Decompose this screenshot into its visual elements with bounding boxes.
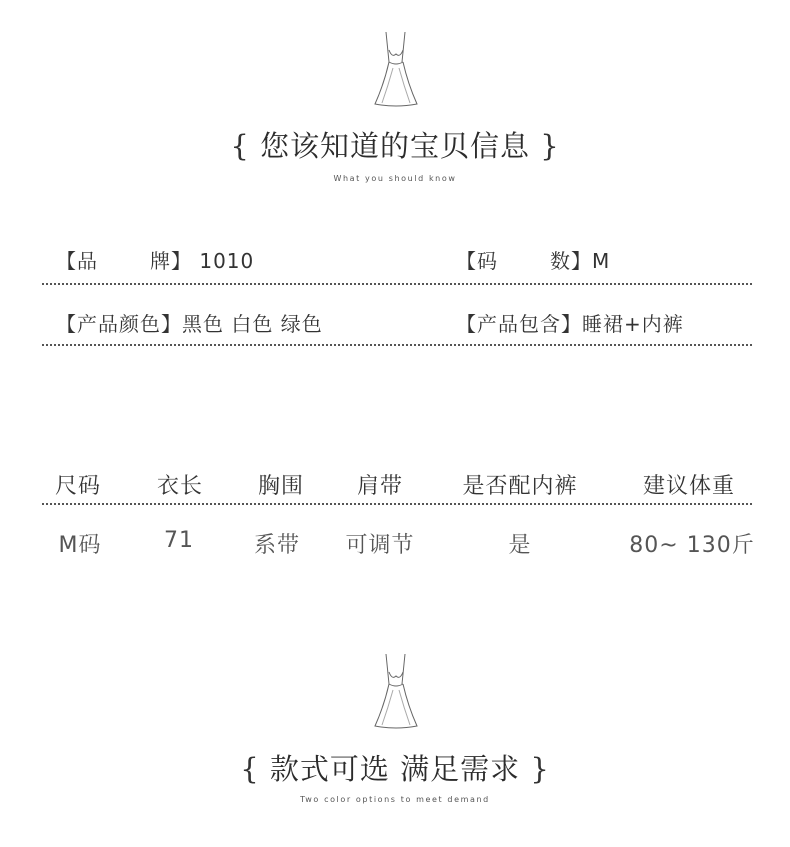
- section-title-text: 您该知道的宝贝信息: [259, 129, 530, 163]
- section-title: [0, 747, 790, 788]
- table-cell: 系带: [253, 533, 301, 558]
- section-title-text: 款式可选 满足需求: [269, 752, 521, 786]
- brand-label-end: 牌】: [150, 249, 192, 273]
- left-brace: {: [230, 129, 250, 163]
- size-label-start: 【码: [456, 249, 498, 273]
- brand-value: 1010: [199, 249, 255, 273]
- size-label-end: 数】: [550, 249, 592, 273]
- contents-info: [456, 308, 684, 337]
- section-title: [0, 124, 790, 165]
- section-subtitle: Two color options to meet demand: [300, 795, 490, 804]
- table-cell: 是: [508, 533, 532, 558]
- dress-icon: [372, 650, 420, 730]
- table-cell: 71: [164, 528, 194, 553]
- color-label: 【产品颜色】: [56, 312, 182, 336]
- table-cell: M码: [58, 533, 102, 558]
- table-divider: [42, 503, 752, 505]
- brand-label-start: 【品: [56, 249, 98, 273]
- table-header-cell: 建议体重: [642, 474, 736, 499]
- table-header-cell: 衣长: [156, 474, 204, 499]
- right-brace: }: [540, 129, 560, 163]
- right-brace: }: [530, 752, 550, 786]
- contents-label: 【产品包含】: [456, 312, 582, 336]
- brand-info: [56, 245, 254, 274]
- contents-value: 睡裙+内裤: [582, 312, 684, 336]
- table-header-cell: 尺码: [54, 474, 102, 499]
- table-header-cell: 胸围: [257, 474, 305, 499]
- left-brace: {: [240, 752, 260, 786]
- size-value: M: [592, 249, 611, 273]
- section-subtitle: What you should know: [333, 174, 457, 183]
- table-header-cell: 是否配内裤: [462, 474, 578, 499]
- color-info: [56, 308, 323, 337]
- table-cell: 80~ 130斤: [629, 533, 755, 558]
- table-header-cell: 肩带: [356, 474, 404, 499]
- color-value: 黑色 白色 绿色: [182, 312, 323, 336]
- dotted-divider: [42, 344, 752, 346]
- size-info: [456, 245, 610, 274]
- table-cell: 可调节: [345, 533, 415, 558]
- dotted-divider: [42, 283, 752, 285]
- dress-icon: [372, 28, 420, 108]
